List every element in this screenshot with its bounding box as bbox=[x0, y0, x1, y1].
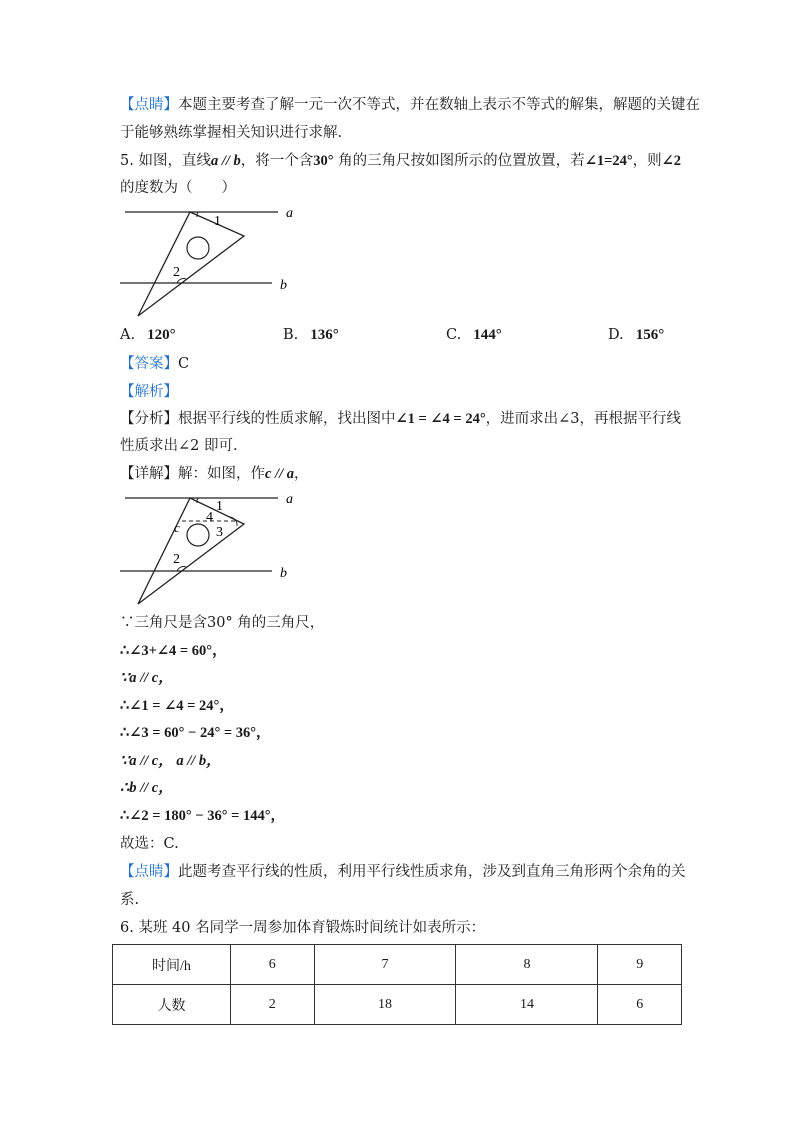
option-value: 120° bbox=[147, 327, 176, 343]
q5-math-angle1: ∠1=24° bbox=[584, 153, 633, 169]
option-value: 144° bbox=[473, 327, 502, 343]
table-cell: 18 bbox=[314, 985, 456, 1025]
option-letter: A. bbox=[120, 327, 136, 343]
line-label-a: a bbox=[286, 492, 293, 507]
triangle bbox=[138, 498, 244, 604]
xiangjie-text: ， bbox=[294, 466, 309, 482]
table-cell: 14 bbox=[456, 985, 598, 1025]
figure-2 bbox=[110, 488, 310, 613]
angle-label-2: 2 bbox=[173, 552, 180, 567]
q5-stem-part: 5. 如图，直线 bbox=[120, 153, 211, 169]
choose-line: 故选：C. bbox=[120, 836, 179, 852]
figure-1 bbox=[110, 200, 310, 325]
table-row-label: 人数 bbox=[113, 985, 231, 1025]
table-row bbox=[113, 945, 682, 985]
q5-stem-line2: 的度数为（ ） bbox=[120, 180, 236, 196]
q6-stem: 6. 某班 40 名同学一周参加体育锻炼时间统计如表所示： bbox=[120, 920, 486, 936]
table-cell: 8 bbox=[456, 945, 598, 985]
fenxi-text: 根据平行线的性质求解，找出图中 bbox=[178, 411, 396, 427]
fenxi-paragraph bbox=[120, 410, 681, 428]
option-letter: D. bbox=[608, 327, 624, 343]
q5-stem bbox=[120, 152, 681, 170]
table-cell: 9 bbox=[598, 945, 682, 985]
step-1: ∵三角尺是含30° 角的三角尺， bbox=[120, 615, 325, 631]
q5-stem-part: ，则 bbox=[632, 153, 662, 169]
option-letter: B. bbox=[283, 327, 299, 343]
q5-math-angle2: ∠2 bbox=[661, 153, 682, 169]
fenxi-text: ，进而求出∠3，再根据平行线 bbox=[485, 411, 681, 427]
option-b[interactable] bbox=[283, 326, 339, 344]
line-label-a: a bbox=[286, 206, 293, 221]
table-header-label: 时间/h bbox=[113, 945, 231, 985]
step-4: ∴∠1 = ∠4 = 24°， bbox=[120, 698, 234, 714]
angle-label-1: 1 bbox=[216, 499, 223, 514]
dianjing2-paragraph bbox=[120, 863, 686, 881]
option-value: 136° bbox=[310, 327, 339, 343]
dianjing-tag: 【点睛】 bbox=[120, 97, 178, 113]
table-row bbox=[113, 985, 682, 1025]
angle-label-3: 3 bbox=[216, 525, 223, 540]
q5-stem-part: 角的三角尺按如图所示的位置放置，若 bbox=[333, 153, 585, 169]
option-letter: C. bbox=[446, 327, 462, 343]
analysis-tag: 【解析】 bbox=[120, 384, 178, 400]
triangle-hole bbox=[187, 237, 209, 259]
q6-table bbox=[112, 944, 682, 1025]
line-label-b: b bbox=[280, 566, 287, 581]
option-a[interactable] bbox=[120, 326, 176, 344]
xiangjie-tag: 【详解】 bbox=[120, 466, 178, 482]
q5-math-30: 30° bbox=[313, 153, 334, 169]
triangle bbox=[138, 212, 244, 316]
angle-arc-1 bbox=[197, 212, 198, 217]
q5-stem-part: ，将一个含 bbox=[240, 153, 314, 169]
answer-line bbox=[120, 355, 189, 373]
dianjing2-line2: 系. bbox=[120, 892, 140, 908]
dianjing2-tag: 【点睛】 bbox=[120, 864, 178, 880]
line-label-c: c bbox=[174, 520, 180, 535]
option-d[interactable] bbox=[608, 326, 664, 344]
q5-math-parallel: a // b bbox=[210, 153, 241, 169]
angle-label-2: 2 bbox=[173, 265, 180, 280]
step-2: ∴∠3+∠4 = 60°， bbox=[120, 643, 227, 659]
dianjing2-text: 此题考查平行线的性质，利用平行线性质求角，涉及到直角三角形两个余角的关 bbox=[178, 864, 686, 880]
answer-value: C bbox=[178, 356, 190, 372]
step-7: ∴b // c， bbox=[120, 780, 173, 796]
fenxi-tag: 【分析】 bbox=[120, 411, 178, 427]
step-6: ∵a // c， a // b， bbox=[120, 753, 221, 769]
table-cell: 2 bbox=[231, 985, 315, 1025]
table-cell: 6 bbox=[231, 945, 315, 985]
fenxi-math: ∠1 = ∠4 = 24° bbox=[395, 411, 486, 427]
dianjing-text: 本题主要考查了解一元一次不等式，并在数轴上表示不等式的解集，解题的关键在 bbox=[178, 97, 700, 113]
xiangjie-line bbox=[120, 465, 309, 483]
step-3: ∵a // c， bbox=[120, 670, 173, 686]
answer-tag: 【答案】 bbox=[120, 356, 178, 372]
dianjing-text-line2: 于能够熟练掌握相关知识进行求解. bbox=[120, 125, 343, 141]
fenxi-line2: 性质求出∠2 即可. bbox=[120, 438, 238, 454]
line-label-b: b bbox=[280, 278, 287, 293]
angle-label-4: 4 bbox=[206, 510, 213, 525]
xiangjie-text: 解：如图，作 bbox=[178, 466, 265, 482]
dianjing-paragraph bbox=[120, 96, 700, 114]
step-5: ∴∠3 = 60° − 24° = 36°， bbox=[120, 725, 271, 741]
option-value: 156° bbox=[635, 327, 665, 343]
table-cell: 6 bbox=[598, 985, 682, 1025]
angle-label-1: 1 bbox=[214, 214, 221, 229]
table-cell: 7 bbox=[314, 945, 456, 985]
step-8: ∴∠2 = 180° − 36° = 144°， bbox=[120, 808, 286, 824]
option-c[interactable] bbox=[446, 326, 502, 344]
triangle-hole bbox=[187, 524, 209, 546]
xiangjie-math: c // a bbox=[265, 466, 294, 482]
